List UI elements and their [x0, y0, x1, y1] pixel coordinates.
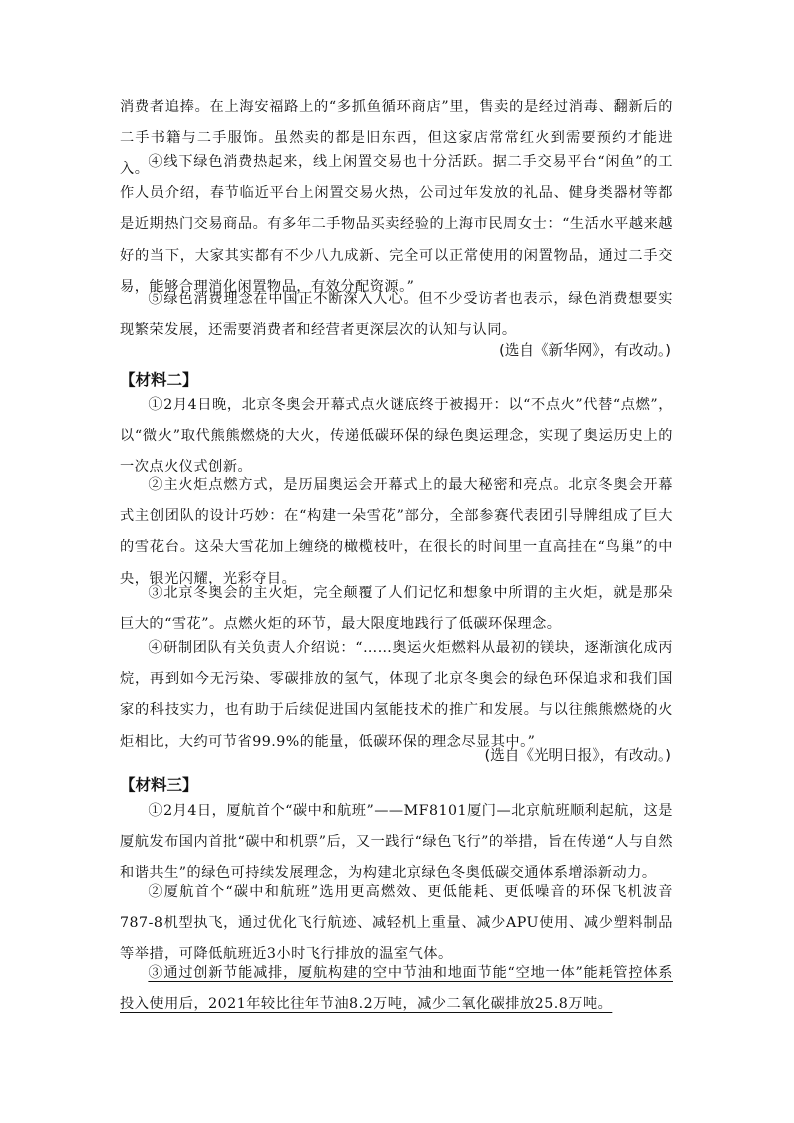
section-heading-material-3: 【材料三】 — [120, 776, 198, 794]
paragraph-main-torch-method: ②主火炬点燃方式，是历届奥运会开幕式上的最大秘密和亮点。北京冬奥会开幕式主创团队的设计巧妙：在“构建一朵雪花”部分，全部参赛代表团引导牌组成了巨大的雪花台。这朵大雪花加上缠绕的橄榄枝叶，在很长的时间里一直高挂在“鸟巢”的中央，银光闪耀，光彩夺目。 — [120, 477, 673, 587]
paragraph-consumer-continuation: 消费者追捧。在上海安福路上的“多抓鱼循环商店”里，售卖的是经过消毒、翻新后的二手书籍与二手服饰。虽然卖的都是旧东西，但这家店常常红火到需要预约才能进入。 — [120, 99, 673, 178]
paragraph-boeing-787-flight: ②厦航首个“碳中和航班”选用更高燃效、更低能耗、更低噪音的环保飞机波音787-8机型执飞，通过优化飞行航迹、减轻机上重量、减少APU使用、减少塑料制品等举措，可降低航班近3小时飞行排放的温室气体。 — [120, 884, 673, 963]
paragraph-online-idle-trade: ④线下绿色消费热起来，线上闲置交易也十分活跃。据二手交易平台“闲鱼”的工作人员介绍，春节临近平台上闲置交易火热，公司过年发放的礼品、健身类器材等都是近期热门交易商品。有多年二手物品买卖经验的上海市民周女士：“生活水平越来越好的当下，大家其实都有不少八九成新、完全可以正常使用的闲置物品，通过二手交易，能够合理消化闲置物品，有效分配资源。” — [120, 154, 673, 295]
paragraph-carbon-neutral-flight: ①2月4日，厦航首个“碳中和航班”——MF8101厦门—北京航班顺利起航，这是厦航发布国内首批“碳中和机票”后，又一践行“绿色飞行”的举措，旨在传递“人与自然和谐共生”的绿色可持续发展理念，为构建北京绿色冬奥低碳交通体系增添新动力。 — [120, 803, 673, 882]
source-citation-xinhua: (选自《新华网》，有改动。) — [499, 342, 671, 359]
paragraph-hydrogen-fuel: ④研制团队有关负责人介绍说：“……奥运火炬燃料从最初的镁块，逐渐演化成丙烷，再到如今无污染、零碳排放的氢气，体现了北京冬奥会的绿色环保追求和我们国家的科技实力，也有助于后续促进国内氢能技术的推广和发展。与以往熊熊燃烧的火炬相比，大约可节省99.9%的能量，低碳环保的理念尽显其中。” — [120, 640, 673, 750]
paragraph-energy-saving-result: ③通过创新节能减排，厦航构建的空中节油和地面节能“空地一体”能耗管控体系投入使用后，2021年较比往年节油8.2万吨，减少二氧化碳排放25.8万吨。 — [120, 965, 673, 1013]
paragraph-green-consumption-concept: ⑤绿色消费理念在中国正不断深入人心。但不少受访者也表示，绿色消费想要实现繁荣发展，还需要消费者和经营者更深层次的认知与认同。 — [120, 291, 673, 339]
paragraph-torch-lighting: ①2月4日晚，北京冬奥会开幕式点火谜底终于被揭开：以“不点火”代替“点燃”，以“微火”取代熊熊燃烧的大火，传递低碳环保的绿色奥运理念，实现了奥运历史上的一次点火仪式创新。 — [120, 397, 673, 476]
paragraph-snowflake-torch: ③北京冬奥会的主火炬，完全颠覆了人们记忆和想象中所谓的主火炬，就是那朵巨大的“雪花”。点燃火炬的环节，最大限度地践行了低碳环保理念。 — [120, 585, 673, 633]
source-citation-guangming: (选自《光明日报》，有改动。) — [484, 747, 671, 764]
section-heading-material-2: 【材料二】 — [120, 371, 198, 389]
